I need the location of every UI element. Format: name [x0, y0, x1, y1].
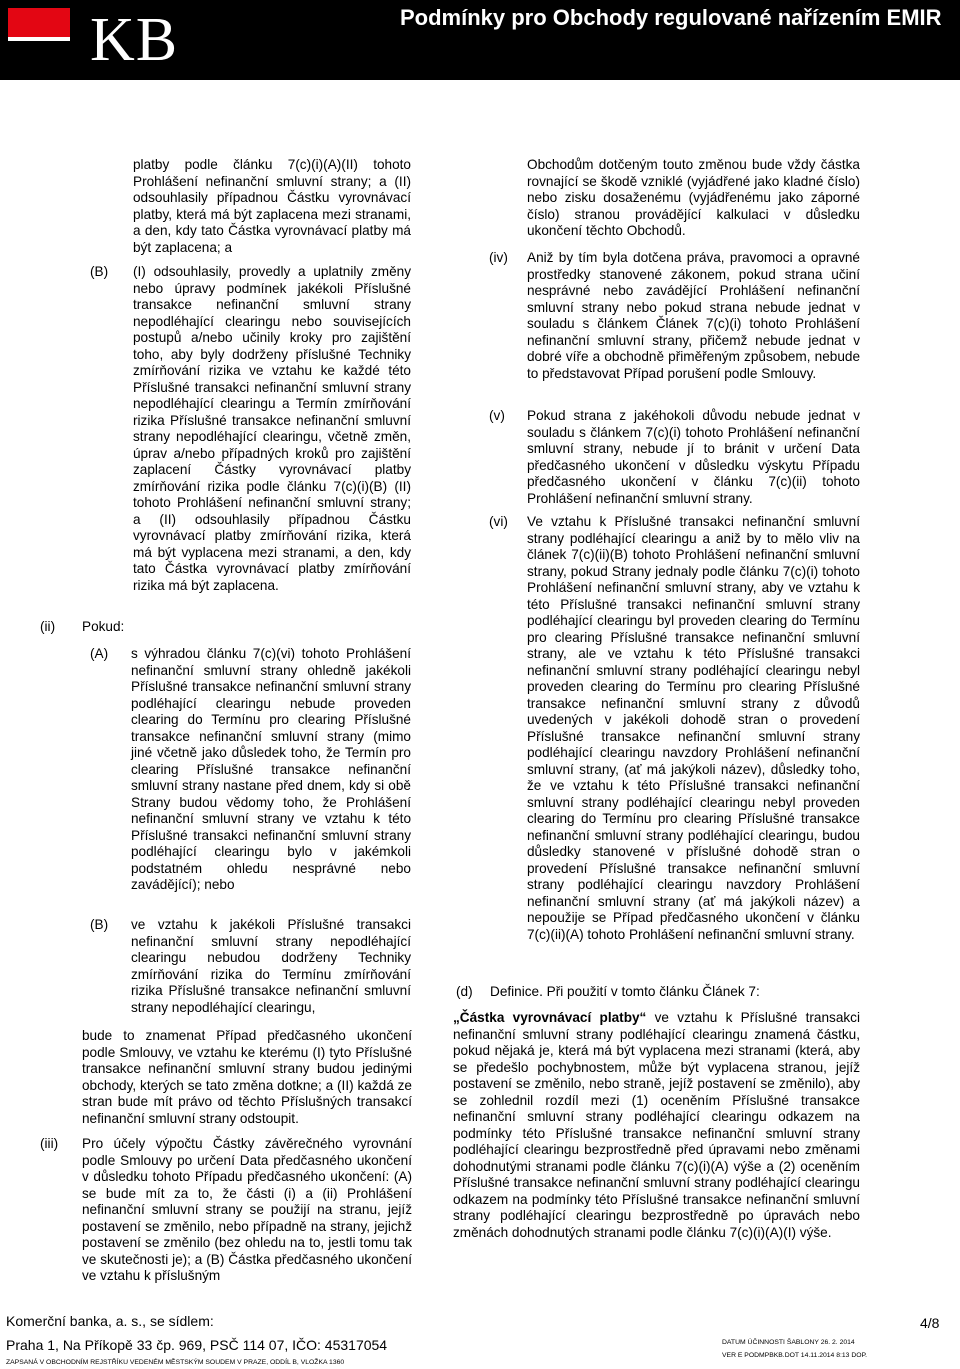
item-b-text: (I) odsouhlasily, provedly a uplatnily změny nebo úpravy podmínek jakékoli Příslušné transakce nefinanční smluvní strany nepodléhající clearingu nebo souvisejících postupů a/nebo učinily kroky pro zajištění toho, aby byly dodrženy příslušné Techniky zmírňování rizika ve vztahu ke každé této Příslušné transakci nefinanční smluvní strany nepodléhající clearingu a Termín zmírňování rizika Příslušné transakce nefinanční smluvní strany nepodléhající clearingu, včetně změn, úprav a/nebo případných kroků pro zajištění zaplacení Částky vyrovnávací platby zmírňování rizika podle článku 7(c)(i)(B) (II) tohoto Prohlášení nefinanční smluvní strany; a (II) odsouhlasily případnou Částku vyrovnávací platby zmírňování rizika, která má být vyplacena mezi stranami, a den, kdy tato Částka vyrovnávací platby zmírňování rizika má být zaplacena.: [133, 264, 411, 593]
definition-paragraph: [453, 1010, 860, 1241]
item-vi-text: Ve vztahu k Příslušné transakci nefinanční smluvní strany podléhající clearingu a aniž by to mělo vliv na článek 7(c)(ii)(B) tohoto Prohlášení nefinanční smluvní strany, pokud Strany jednaly podle článku 7(c)(i) tohoto Prohlášení nefinanční smluvní strany, aby ve vztahu k této Příslušné transakci nefinanční smluvní strany podléhající clearingu byl proveden clearing do Termínu pro clearing Příslušné transakce nefinanční smluvní strany, ale ve vztahu k této Příslušné transakci nefinanční smluvní strany podléhající clearingu nebyl proveden clearing do Termínu pro clearing Příslušné transakce nefinanční smluvní strany z důvodů uvedených v jakékoli dohodě stran o provedení Příslušné transakce nefinanční smluvní strany podléhající clearingu navzdory Prohlášení nefinanční smluvní strany, (ať má jakýkoli název), důsledky toho, že ve vztahu k této Příslušné transakci nefinanční smluvní strany podléhající clearingu nebyl proveden clearing do Termínu pro clearing Příslušné transakce nefinanční smluvní strany podléhající clearingu, budou důsledky stanovené v příslušné dohodě stran o provedení Příslušné transakce nefinanční smluvní strany podléhající clearingu navzdory Prohlášení nefinanční smluvní strany (ať má jakýkoli název) a nepoužije se Případ předčasného ukončení v článku 7(c)(ii)(A) tohoto Prohlášení nefinanční smluvní strany.: [527, 514, 860, 942]
footer-version: VER E PODMPBKB.DOT 14.11.2014 8:13 DOP.: [722, 1352, 868, 1359]
item-label-a2: (A): [90, 646, 109, 661]
item-iv-text: Aniž by tím byla dotčena práva, pravomoci a opravné prostředky stanovené zákonem, pokud strana učiní nesprávné nebo zavádějící Prohlášení nefinanční smluvní strany nebo pokud strana nebude jednat v souladu s článkem Článek 7(c)(i) tohoto Prohlášení nefinanční smluvní strany, přičemž nebude jednat v dobré víře a obchodně přiměřeným způsobem, nebude to představovat Případ porušení podle Smlouvy.: [527, 250, 860, 381]
item-label-d: (d): [456, 984, 473, 999]
pokud-label: Pokud:: [82, 619, 125, 634]
footer-address: Praha 1, Na Příkopě 33 čp. 969, PSČ 114 07, IČO: 45317054: [6, 1337, 388, 1353]
item-label-iv: (iv): [489, 250, 508, 265]
item-label-b: (B): [90, 264, 109, 279]
item-v-text: Pokud strana z jakéhokoli důvodu nebude jednat v souladu s článkem 7(c)(i) tohoto Prohlášení nefinanční smluvní strany, nebude jí to bránit v určení Data předčasného ukončení v důsledku výskytu Případu předčasného ukončení v článku 7(c)(ii) tohoto Prohlášení nefinanční smluvní strany.: [527, 408, 860, 506]
item-a2-text: s výhradou článku 7(c)(vi) tohoto Prohlášení nefinanční smluvní strany ohledně jakékoli Příslušné transakce nefinanční smluvní strany podléhající clearingu nebude proveden clearing do Termínu pro clearing Příslušné transakce nefinanční smluvní strany (mimo jiné včetně jako důsledek toho, že Termín pro clearing Příslušné transakce nefinanční smluvní strany nastane před dnem, kdy si obě Strany budou vědomy toho, že Prohlášení nefinanční smluvní strany ve vztahu k této Příslušné transakci nefinanční smluvní strany podléhající clearingu bylo v jakémkoli podstatném ohledu nesprávné nebo zavádějící); nebo: [131, 646, 411, 892]
page-number: 4/8: [920, 1315, 940, 1331]
item-iii-text: Pro účely výpočtu Částky závěrečného vyrovnání podle Smlouvy po určení Data předčasného ukončení v důsledku tohoto Případu předčasného ukončení: (A) se bude mít za to, že části (i) a (ii) Prohlášení nefinanční smluvní strany se použijí na stranu, jejíž postavení se změnilo, nebo případně na strany, jejichž postavení se změnilo (bez ohledu na to, jestli tomu tak ve skutečnosti je); a (B) Částka předčasného ukončení ve vztahu k příslušným: [82, 1136, 412, 1283]
definition-term: „Částka vyrovnávací platby“: [453, 1010, 647, 1025]
item-label-iii: (iii): [40, 1136, 59, 1151]
document-title: Podmínky pro Obchody regulované nařízením EMIR: [400, 5, 942, 30]
item-label-v: (v): [489, 408, 505, 423]
footer-effective-date: DATUM ÚČINNOSTI ŠABLONY 26. 2. 2014: [722, 1339, 855, 1346]
left-continuation-paragraph: platby podle článku 7(c)(i)(A)(II) tohoto Prohlášení nefinanční smluvní strany; a (II) odsouhlasily případnou Částku vyrovnávací platby, která má být zaplacena mezi stranami, a den, kdy tato Částka vyrovnávací platby má být zaplacena; a: [133, 157, 411, 255]
consequence-paragraph: bude to znamenat Případ předčasného ukončení podle Smlouvy, ve vztahu ke kterému (I) tyto Příslušné transakce nefinanční smluvní strany budou jedinými obchody, kterých se tato změna dotkne; a (II) každá ze stran bude mít právo od těchto Příslušných transakcí nefinanční smluvní strany odstoupit.: [82, 1028, 412, 1126]
kb-logo-text: KB: [90, 6, 179, 74]
item-label-vi: (vi): [489, 514, 508, 529]
item-b2-text: ve vztahu k jakékoli Příslušné transakci nefinanční smluvní strany nepodléhající clearingu nebudou dodrženy Techniky zmírňování rizika do Termínu zmírňování rizika Příslušné transakce nefinanční smluvní strany nepodléhající clearingu,: [131, 917, 411, 1015]
footer-company: Komerční banka, a. s., se sídlem:: [6, 1313, 214, 1329]
right-continuation-paragraph: Obchodům dotčeným touto změnou bude vždy částka rovnající se škodě vzniklé (vyjádřené jako kladné číslo) nebo zisku dosaženému (vyjádřenému jako záporné číslo) stranou provádějící kalkulaci v důsledku ukončení těchto Obchodů.: [527, 157, 860, 238]
item-label-ii: (ii): [40, 619, 56, 634]
page-header: [0, 0, 960, 80]
footer-registry: ZAPSANÁ V OBCHODNÍM REJSTŘÍKU VEDENÉM MĚSTSKÝM SOUDEM V PRAZE, ODDÍL B, VLOŽKA 1360: [6, 1359, 345, 1366]
item-label-b2: (B): [90, 917, 109, 932]
definitions-heading: Definice. Při použití v tomto článku Článek 7:: [490, 984, 760, 999]
kb-logo-icon: [8, 8, 70, 70]
definition-text: ve vztahu k Příslušné transakci nefinanční smluvní strany podléhající clearingu znamená částku, pokud nějaká je, která má být vyplacena mezi stranami (která, aby se předešlo pochybnostem, může být vyplacena stranou, jejíž postavení se změnilo, nebo straně, jejíž postavení se změnilo), aby se zohlednil rozdíl mezi (1) oceněním Příslušné transakce nefinanční smluvní strany podléhající clearingu odkazem na podmínky této Příslušné transakce nefinanční smluvní strany podléhající clearingu bezprostředně před úpravami nebo změnami dohodnutými stranami podle článku 7(c)(i)(A) výše a (2) oceněním Příslušné transakce nefinanční smluvní strany podléhající clearingu odkazem na podmínky této Příslušné transakce nefinanční smluvní strany podléhající clearingu bezprostředně po úpravách nebo změnách dohodnutých stranami podle článku 7(c)(i)(A)(I) výše.: [453, 1010, 860, 1240]
